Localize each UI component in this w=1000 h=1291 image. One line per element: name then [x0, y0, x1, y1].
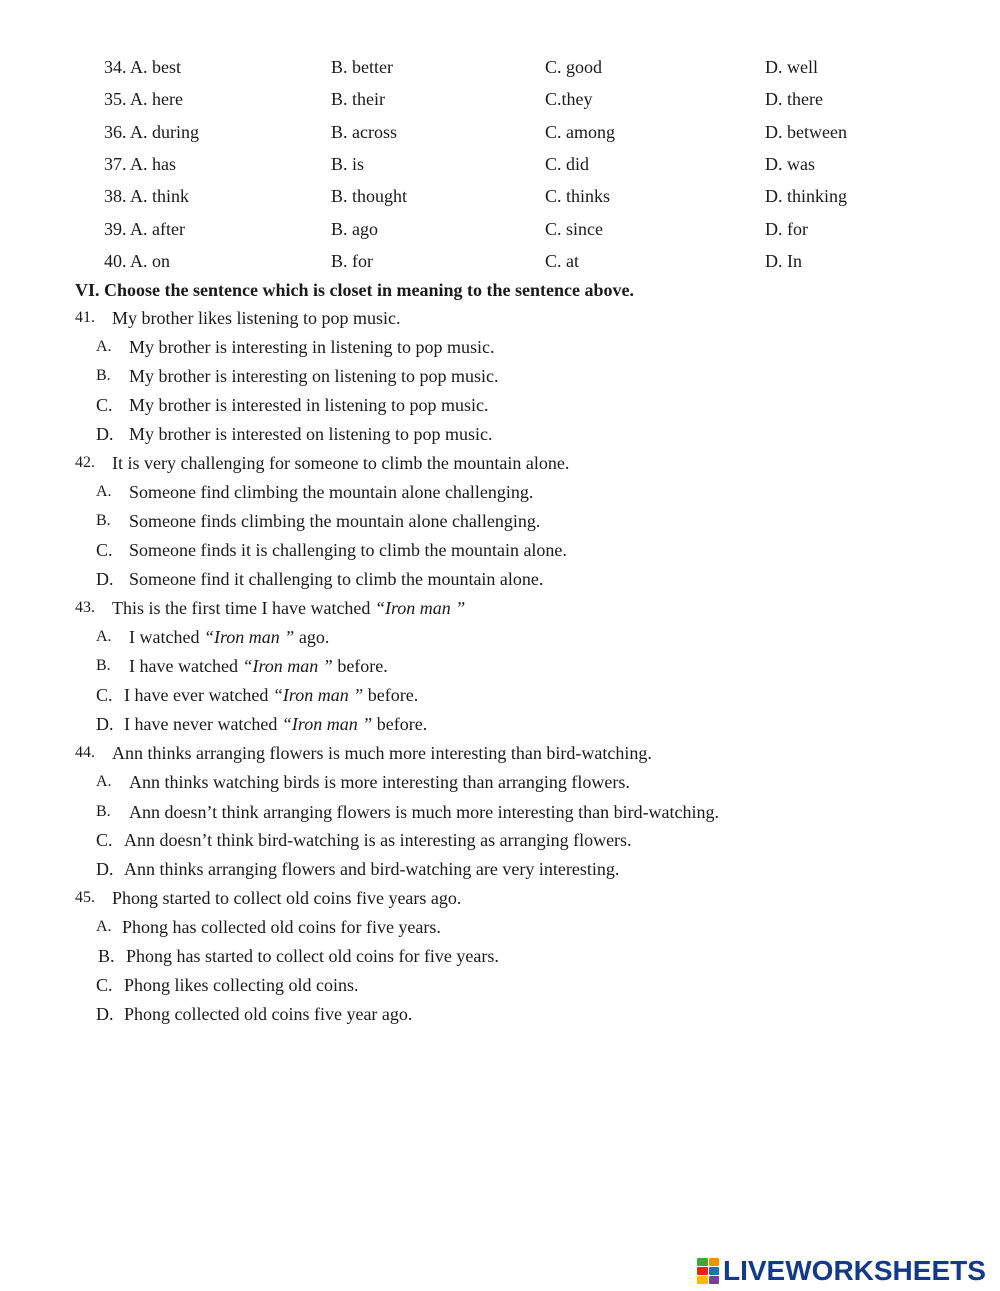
- row-36-d: D. between: [765, 122, 847, 142]
- option-text: I have ever watched “Iron man ” before.: [124, 685, 419, 705]
- row-38-b: B. thought: [331, 186, 408, 206]
- option-text: I watched “Iron man ” ago.: [129, 627, 330, 647]
- option-letter: C.: [96, 540, 113, 560]
- row-39-b: B. ago: [331, 219, 378, 239]
- option-letter: A.: [96, 628, 112, 645]
- section6-heading: VI. Choose the sentence which is closet in meaning to the sentence above.: [75, 280, 634, 300]
- question-number: 41.: [75, 309, 95, 326]
- option-text: Ann doesn’t think bird-watching is as interesting as arranging flowers.: [124, 830, 632, 850]
- row-37-c: C. did: [545, 154, 590, 174]
- row-40-b: B. for: [331, 251, 373, 271]
- row-35-d: D. there: [765, 89, 823, 109]
- question-number: 43.: [75, 599, 95, 616]
- movie-title: “Iron man ”: [203, 627, 295, 647]
- question-number: 45.: [75, 889, 95, 906]
- option-letter: A.: [96, 483, 112, 500]
- option-text: Someone find climbing the mountain alone challenging.: [129, 482, 534, 502]
- row-40-a: 40. A. on: [104, 251, 171, 271]
- option-text: Ann thinks arranging flowers and bird-watching are very interesting.: [124, 859, 620, 879]
- option-letter: D.: [96, 1004, 114, 1024]
- movie-title: “Iron man ”: [242, 656, 333, 676]
- option-letter: A.: [96, 338, 112, 355]
- question-number: 44.: [75, 744, 95, 761]
- option-letter: B.: [96, 803, 111, 820]
- option-text: My brother is interested on listening to pop music.: [129, 424, 493, 444]
- row-34-d: D. well: [765, 57, 818, 77]
- option-letter: B.: [98, 946, 115, 966]
- option-letter: B.: [96, 657, 111, 674]
- option-letter: C.: [96, 395, 113, 415]
- liveworksheets-logo-icon: [697, 1258, 719, 1284]
- option-letter: C.: [96, 685, 113, 705]
- question-stem: My brother likes listening to pop music.: [112, 308, 401, 328]
- option-text: My brother is interested in listening to pop music.: [129, 395, 489, 415]
- row-37-d: D. was: [765, 154, 815, 174]
- row-37-b: B. is: [331, 154, 365, 174]
- row-40-c: C. at: [545, 251, 579, 271]
- question-stem: Ann thinks arranging flowers is much more interesting than bird-watching.: [112, 743, 652, 763]
- row-38-d: D. thinking: [765, 186, 848, 206]
- row-36-b: B. across: [331, 122, 397, 142]
- option-letter: C.: [96, 830, 113, 850]
- option-text: Someone find it challenging to climb the mountain alone.: [129, 569, 544, 589]
- option-letter: B.: [96, 367, 111, 384]
- question-stem: Phong started to collect old coins five years ago.: [112, 888, 462, 908]
- row-35-b: B. their: [331, 89, 385, 109]
- option-letter: A.: [96, 918, 112, 935]
- row-37-a: 37. A. has: [104, 154, 176, 174]
- row-39-c: C. since: [545, 219, 603, 239]
- option-letter: C.: [96, 975, 113, 995]
- logo-text: LIVEWORKSHEETS: [723, 1255, 986, 1286]
- row-35-a: 35. A. here: [104, 89, 183, 109]
- option-text: Someone finds it is challenging to climb the mountain alone.: [129, 540, 567, 560]
- option-text: Ann thinks watching birds is more interesting than arranging flowers.: [129, 772, 630, 792]
- option-letter: D.: [96, 859, 114, 879]
- row-34-a: 34. A. best: [104, 57, 182, 77]
- option-text: I have watched “Iron man ” before.: [129, 656, 388, 676]
- option-text: I have never watched “Iron man ” before.: [124, 714, 428, 734]
- option-text: Phong collected old coins five year ago.: [124, 1004, 413, 1024]
- question-stem: This is the first time I have watched “Iron man ”: [112, 598, 466, 618]
- option-letter: D.: [96, 424, 114, 444]
- option-text: Ann doesn’t think arranging flowers is much more interesting than bird-watching.: [129, 802, 720, 822]
- movie-title: “Iron man ”: [281, 714, 373, 734]
- option-letter: B.: [96, 512, 111, 529]
- question-stem: It is very challenging for someone to climb the mountain alone.: [112, 453, 570, 473]
- movie-title: “Iron man ”: [374, 598, 466, 618]
- option-text: Phong has collected old coins for five years.: [122, 917, 441, 937]
- movie-title: “Iron man ”: [272, 685, 364, 705]
- option-letter: D.: [96, 714, 114, 734]
- row-38-c: C. thinks: [545, 186, 611, 206]
- row-36-a: 36. A. during: [104, 122, 200, 142]
- row-39-d: D. for: [765, 219, 808, 239]
- row-36-c: C. among: [545, 122, 615, 142]
- liveworksheets-logo: [697, 1256, 986, 1286]
- option-text: Phong likes collecting old coins.: [124, 975, 359, 995]
- row-35-c: C.they: [545, 89, 593, 109]
- row-38-a: 38. A. think: [104, 186, 190, 206]
- option-letter: D.: [96, 569, 114, 589]
- option-letter: A.: [96, 773, 112, 790]
- row-34-b: B. better: [331, 57, 393, 77]
- row-40-d: D. In: [765, 251, 802, 271]
- option-text: My brother is interesting in listening to pop music.: [129, 337, 495, 357]
- question-number: 42.: [75, 454, 95, 471]
- row-34-c: C. good: [545, 57, 603, 77]
- option-text: Someone finds climbing the mountain alone challenging.: [129, 511, 541, 531]
- row-39-a: 39. A. after: [104, 219, 185, 239]
- option-text: My brother is interesting on listening to pop music.: [129, 366, 499, 386]
- option-text: Phong has started to collect old coins for five years.: [126, 946, 499, 966]
